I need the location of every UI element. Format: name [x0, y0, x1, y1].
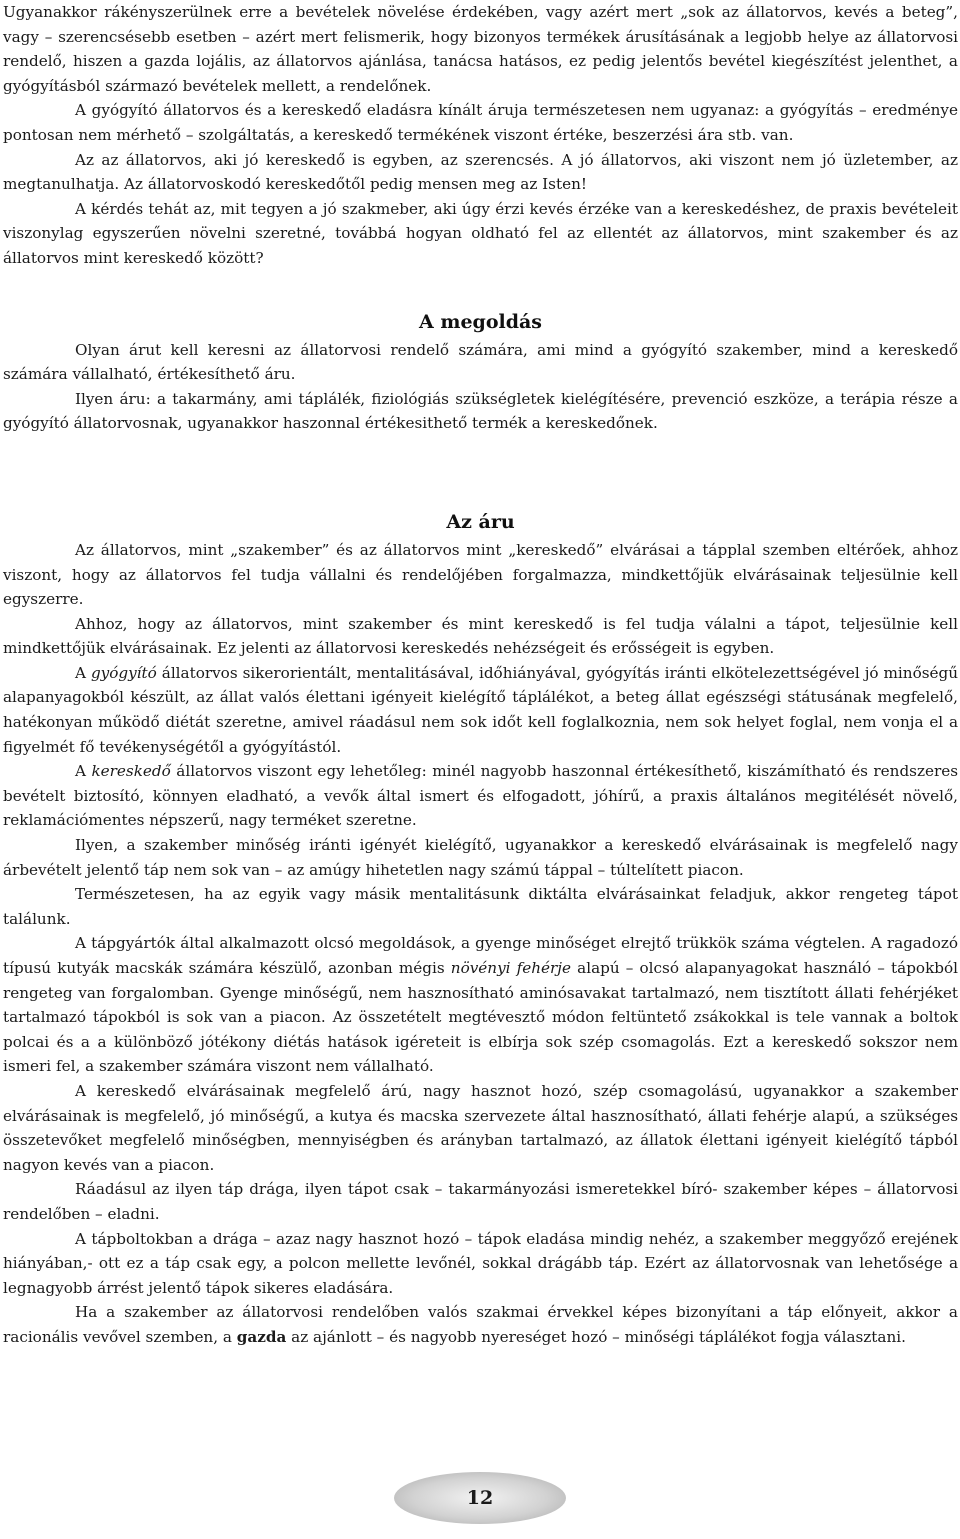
paragraph: Ilyen, a szakember minőség iránti igényét kielégítő, ugyanakkor a kereskedő elvárásainak is megfelelő nagy árbevételt jelentő táp nem sok van – az amúgy hihetetlen nagy számú táppal – túltelített piacon.	[3, 836, 958, 879]
emphasis-text: gyógyító	[90, 663, 157, 682]
paragraph-text: A	[75, 663, 91, 682]
paragraph: Az állatorvos, mint „szakember” és az állatorvos mint „kereskedő” elvárásai a tápplal szemben eltérőek, ahhoz viszont, hogy az állatorvos fel tudja vállalni és rendelőjében forgalmazza, mindkettőjük elvárásainak teljesülnie kell egyszerre.	[3, 540, 958, 609]
paragraph	[3, 931, 958, 1079]
paragraph-text: állatorvos viszont egy lehetőleg: minél nagyobb haszonnal értékesíthető, kiszámítható és rendszeres bevételt biztosító, könnyen eladható, a vevők által ismert és elfogadott, jóhírű, a praxis általános megitélését növelő, reklamációmentes népszerű, nagy terméket szeretne.	[3, 762, 958, 830]
paragraph: A kereskedő elvárásainak megfelelő árú, nagy hasznot hozó, szép csomagolású, ugyanakkor a szakember elvárásainak is megfelelő, jó minőségű, a kutya és macska szervezete által hasznosítható, állati fehérje alapú, a szükséges összetevőket megfelelő minőségben, mennyiségben és arányban tartalmazó, az állatok élettani igényeit kielégítő tápból nagyon kevés van a piacon.	[3, 1081, 958, 1174]
paragraph-text: A tápgyártók által alkalmazott olcsó megoldások, a gyenge minőséget elrejtő trükkök száma végtelen. A ragadozó típusú kutyák macskák számára készülő, azonban mégis	[3, 934, 958, 977]
paragraph: Az az állatorvos, aki jó kereskedő is egyben, az szerencsés. A jó állatorvos, aki viszont nem jó üzletember, az megtanulhatja. Az állatorvoskodó kereskedőtől pedig mensen meg az Isten!	[3, 150, 958, 194]
paragraph: Ugyanakkor rákényszerülnek erre a bevételek növelése érdekében, vagy azért mert „sok az állatorvos, kevés a beteg”, vagy – szerencsésebb esetben – azért mert felismerik, hogy bizonyos termékek árusításának a legjobb helye az állatorvosi rendelő, hiszen a gazda lojális, az állatorvos ajánlása, tanácsa hatásos, ez pedig jelentős bevétel kiegészítést jelenthet, a gyógyításból származó bevételek mellett, a rendelőnek.	[3, 3, 958, 95]
paragraph-text: alapú – olcsó alapanyagokat használó – tápokból rengeteg van forgalomban. Gyenge minőségű, nem hasznosítható aminósavakat tartalmazó, nem tisztított állati fehérjéket tartalmazó tápokból is sok van a piacon. Az összetételt megtévesztő módon feltüntető zsákokkal is tele vannak a boltok polcai és a a különböző jótékony diétás hatások igéreteit is elbírja sok szép csomagolás. Ezt a kereskedő sokszor nem ismeri fel, a szakember számára viszont nem vállalható.	[3, 959, 958, 1076]
paragraph-text: A	[75, 762, 92, 781]
bold-text: gazda	[236, 1327, 287, 1346]
paragraph	[3, 661, 958, 759]
paragraph	[3, 1300, 958, 1349]
paragraph: Természetesen, ha az egyik vagy másik mentalitásunk diktálta elvárásainkat feladjuk, akkor rengeteg tápot találunk.	[3, 885, 958, 928]
section-heading-megoldas: A megoldás	[418, 310, 543, 333]
paragraph: Ilyen áru: a takarmány, ami táplálék, fiziológiás szükségletek kielégítésére, prevenció eszköze, a terápia része a gyógyító állatorvosnak, ugyanakkor haszonnal értékesithető termék a kereskedőnek.	[3, 389, 958, 433]
paragraph-text: állatorvos sikerorientált, mentalitásával, időhiányával, gyógyítás iránti elkötelezettségével jó minőségű alapanyagokból készült, az állat valós élettani igényeit kielégítő táplálékot, a beteg állat egészségi státusának megfelelő, hatékonyan működő diétát szeretne, amivel ráadásul nem sok időt kell foglalkoznia, nem sok helyet foglal, nem vonja el a figyelmét fő tevékenységétől a gyógyítástól.	[3, 663, 958, 756]
document-body	[3, 0, 958, 1350]
paragraph: Olyan árut kell keresni az állatorvosi rendelő számára, ami mind a gyógyító szakember, mind a kereskedő számára vállalható, értékesíthető áru.	[3, 340, 958, 384]
paragraph-text: Ha a szakember az állatorvosi rendelőben valós szakmai érvekkel képes bizonyítani a táp előnyeit, akkor a racionális vevővel szemben, a	[3, 1303, 958, 1346]
paragraph	[3, 759, 958, 833]
page-number: 12	[466, 1486, 494, 1509]
paragraph: A kérdés tehát az, mit tegyen a jó szakmeber, aki úgy érzi kevés érzéke van a kereskedéshez, de praxis bevételeit viszonylag egyszerűen növelni szeretné, továbbá hogyan oldható fel az ellentét az állatorvos, mint szakember és az állatorvos mint kereskedő között?	[3, 199, 958, 267]
paragraph: A tápboltokban a drága – azaz nagy hasznot hozó – tápok eladása mindig nehéz, a szakember meggyőző erejének hiányában,- ott ez a táp csak egy, a polcon mellette levőnél, sokkal drágább táp. Ezért az állatorvosnak van lehetősége a legnagyobb árrést jelentő tápok sikeres eladására.	[3, 1229, 958, 1297]
emphasis-text: növényi fehérje	[450, 959, 571, 977]
paragraph-text: az ajánlott – és nagyobb nyereséget hozó – minőségi táplálékot fogja választani.	[286, 1327, 906, 1346]
paragraph: Ahhoz, hogy az állatorvos, mint szakember és mint kereskedő is fel tudja válalni a tápot, teljesülnie kell mindkettőjük elvárásainak. Ez jelenti az állatorvosi kereskedés nehézségeit és erősségeit is egyben.	[3, 614, 958, 658]
page-number-badge	[394, 1472, 566, 1524]
emphasis-text: kereskedő	[91, 762, 171, 781]
paragraph: Ráadásul az ilyen táp drága, ilyen tápot csak – takarmányozási ismeretekkel bíró- szakember képes – állatorvosi rendelőben – eladni.	[3, 1180, 958, 1223]
section-heading-aru: Az áru	[446, 510, 515, 533]
paragraph: A gyógyító állatorvos és a kereskedő eladásra kínált áruja természetesen nem ugyanaz: a gyógyítás – eredménye pontosan nem mérhető – szolgáltatás, a kereskedő termékének viszont értéke, beszerzési ára stb. van.	[3, 101, 958, 144]
